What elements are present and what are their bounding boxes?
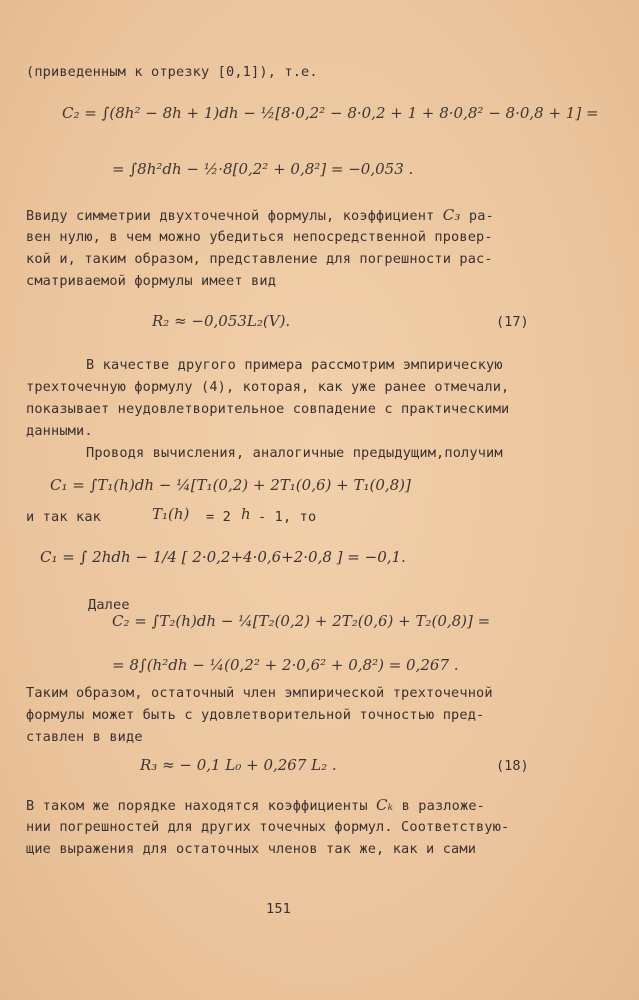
text-line: сматриваемой формулы имеет вид: [26, 273, 277, 289]
text-line: (приведенным к отрезку [0,1]), т.е.: [26, 64, 318, 80]
text-line: В таком же порядке находятся коэффициенты Cₖ в разложе-: [26, 796, 485, 814]
equation-number-17: (17): [496, 314, 529, 330]
equation-c1-value: C₁ = ∫ 2hdh − 1/4 [ 2·0,2+4·0,6+2·0,8 ] = −0,1.: [40, 548, 406, 566]
text-line: Таким образом, остаточный член эмпирической трехточечной: [26, 685, 493, 701]
text-line: Ввиду симметрии двухточечной формулы, коэффициент C₃ ра-: [26, 206, 494, 224]
text-line: и так как: [26, 509, 102, 525]
equation-c2-line2: = ∫8h²dh − ½·8[0,2² + 0,8²] = −0,053 .: [112, 160, 414, 178]
text-line: Далее: [88, 597, 130, 613]
equation-h: h: [241, 505, 251, 523]
text-line: трехточечную формулу (4), которая, как уже ранее отмечали,: [26, 379, 510, 395]
text-line: = 2: [206, 509, 232, 525]
text-line: щие выражения для остаточных членов так же, как и сами: [26, 841, 477, 857]
text-line: - 1, то: [258, 509, 317, 525]
text-line: В качестве другого примера рассмотрим эмпирическую: [86, 357, 503, 373]
equation-t1: T₁(h): [152, 505, 190, 523]
page-number: 151: [266, 901, 292, 917]
equation-number-18: (18): [496, 758, 529, 774]
text-line: ставлен в виде: [26, 729, 143, 745]
text-line: показывает неудовлетворительное совпадение с практическими: [26, 401, 510, 417]
text-line: нии погрешностей для других точечных формул. Соответствую-: [26, 819, 510, 835]
equation-18: R₃ ≈ − 0,1 L₀ + 0,267 L₂ .: [140, 756, 337, 774]
equation-c2-line1: C₂ = ∫(8h² − 8h + 1)dh − ½[8·0,2² − 8·0,2 + 1 + 8·0,8² − 8·0,8 + 1] =: [62, 104, 599, 122]
equation-c2-def: C₂ = ∫T₂(h)dh − ¼[T₂(0,2) + 2T₂(0,6) + T₂(0,8)] =: [112, 612, 491, 630]
text-line: вен нулю, в чем можно убедиться непосредственной провер-: [26, 229, 493, 245]
equation-17: R₂ ≈ −0,053L₂(V).: [152, 312, 291, 330]
text-line: данными.: [26, 423, 93, 439]
text-line: Проводя вычисления, аналогичные предыдущим,получим: [86, 445, 503, 461]
equation-c2-value: = 8∫(h²dh − ¼(0,2² + 2·0,6² + 0,8²) = 0,267 .: [112, 656, 459, 674]
text-line: формулы может быть с удовлетворительной точностью пред-: [26, 707, 485, 723]
equation-c1-def: C₁ = ∫T₁(h)dh − ¼[T₁(0,2) + 2T₁(0,6) + T₁(0,8)]: [50, 476, 411, 494]
text-line: кой и, таким образом, представление для погрешности рас-: [26, 251, 493, 267]
